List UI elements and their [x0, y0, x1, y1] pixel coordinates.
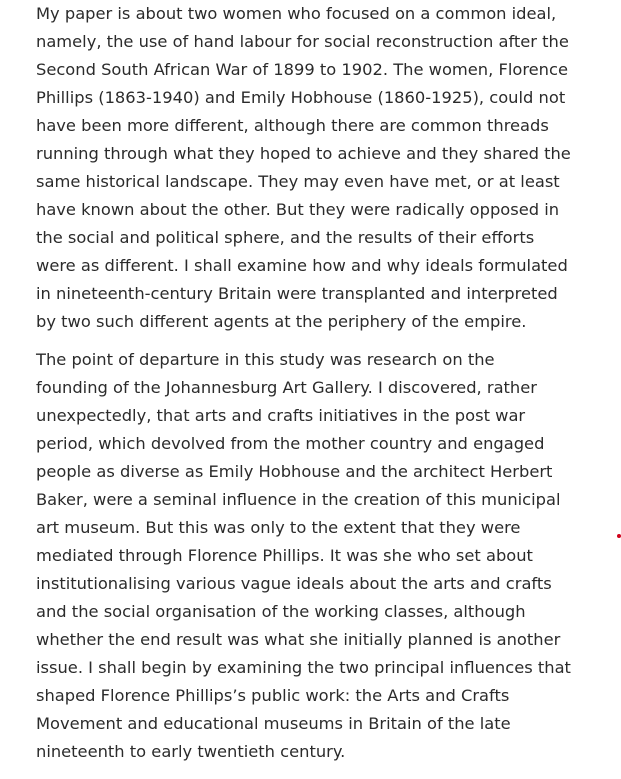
text-line: unexpectedly, that arts and crafts initiatives in the post war [36, 406, 526, 425]
text-line: Phillips (1863-1940) and Emily Hobhouse (1860-1925), could not [36, 88, 566, 107]
text-line: by two such different agents at the periphery of the empire. [36, 312, 527, 331]
text-line: issue. I shall begin by examining the two principal influences that [36, 658, 571, 677]
text-line: My paper is about two women who focused on a common ideal, [36, 4, 557, 23]
text-line: The point of departure in this study was research on the [36, 350, 495, 369]
text-line: Baker, were a seminal influence in the creation of this municipal [36, 490, 561, 509]
text-line: people as diverse as Emily Hobhouse and the architect Herbert [36, 462, 553, 481]
paragraph-departure [36, 346, 571, 766]
text-line: period, which devolved from the mother country and engaged [36, 434, 545, 453]
text-line: in nineteenth-century Britain were transplanted and interpreted [36, 284, 558, 303]
margin-marker-dot [617, 534, 621, 538]
paragraph-introduction [36, 0, 571, 336]
text-line: Second South African War of 1899 to 1902. The women, Florence [36, 60, 568, 79]
text-line: running through what they hoped to achieve and they shared the [36, 144, 571, 163]
text-line: were as different. I shall examine how and why ideals formulated [36, 256, 568, 275]
text-line: institutionalising various vague ideals about the arts and crafts [36, 574, 552, 593]
text-line: have been more different, although there are common threads [36, 116, 549, 135]
text-line: Movement and educational museums in Britain of the late [36, 714, 511, 733]
text-line: nineteenth to early twentieth century. [36, 742, 346, 761]
text-line: have known about the other. But they were radically opposed in [36, 200, 560, 219]
text-line: shaped Florence Phillips’s public work: the Arts and Crafts [36, 686, 510, 705]
text-line: founding of the Johannesburg Art Gallery. I discovered, rather [36, 378, 537, 397]
text-line: art museum. But this was only to the extent that they were [36, 518, 521, 537]
text-line: whether the end result was what she initially planned is another [36, 630, 561, 649]
text-line: same historical landscape. They may even have met, or at least [36, 172, 560, 191]
text-line: the social and political sphere, and the results of their efforts [36, 228, 535, 247]
text-line: namely, the use of hand labour for social reconstruction after the [36, 32, 569, 51]
text-line: mediated through Florence Phillips. It was she who set about [36, 546, 533, 565]
text-line: and the social organisation of the working classes, although [36, 602, 526, 621]
